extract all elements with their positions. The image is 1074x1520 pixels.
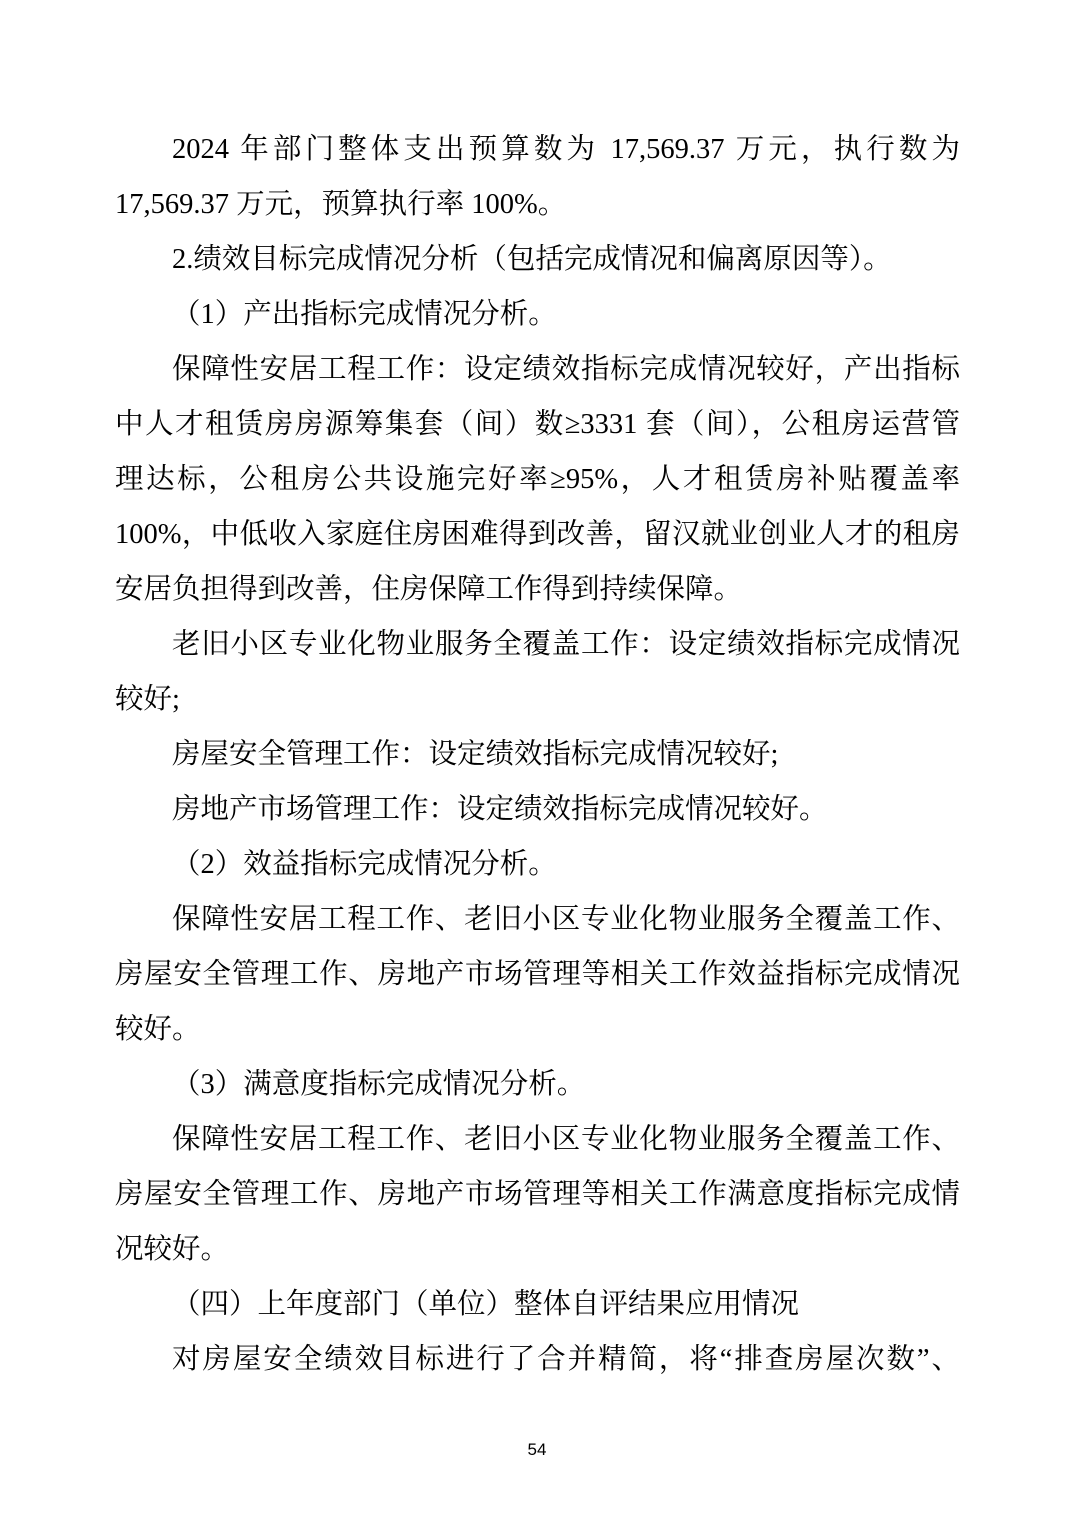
- text-line: 较好。: [115, 1014, 201, 1045]
- text-line: 中人才租赁房房源筹集套（间）数≥3331 套（间），公租房运营管: [115, 409, 960, 440]
- text-line: 2024 年部门整体支出预算数为 17,569.37 万元，执行数为: [172, 134, 960, 165]
- text-line: 保障性安居工程工作、老旧小区专业化物业服务全覆盖工作、: [172, 1124, 960, 1155]
- text-line: 理达标，公租房公共设施完好率≥95%，人才租赁房补贴覆盖率: [115, 464, 960, 495]
- document-body: [115, 122, 960, 1387]
- text-line: （四）上年度部门（单位）整体自评结果应用情况: [172, 1289, 800, 1320]
- page-footer: [0, 1440, 1074, 1460]
- text-line: 房屋安全管理工作、房地产市场管理等相关工作效益指标完成情况: [115, 959, 960, 990]
- text-line: 保障性安居工程工作：设定绩效指标完成情况较好，产出指标: [172, 354, 960, 385]
- text-line: 房地产市场管理工作：设定绩效指标完成情况较好。: [172, 794, 828, 825]
- text-line: 较好;: [115, 684, 180, 715]
- text-line: 17,569.37 万元，预算执行率 100%。: [115, 189, 567, 220]
- text-line: 100%，中低收入家庭住房困难得到改善，留汉就业创业人才的租房: [115, 519, 960, 550]
- text-line: 老旧小区专业化物业服务全覆盖工作：设定绩效指标完成情况: [172, 629, 960, 660]
- text-line: 房屋安全管理工作、房地产市场管理等相关工作满意度指标完成情: [115, 1179, 960, 1210]
- text-line: （2）效益指标完成情况分析。: [172, 849, 557, 880]
- page-number: 54: [527, 1440, 547, 1459]
- text-line: 2.绩效目标完成情况分析（包括完成情况和偏离原因等）。: [172, 244, 892, 275]
- text-line: 安居负担得到改善，住房保障工作得到持续保障。: [115, 574, 743, 605]
- text-line: 对房屋安全绩效目标进行了合并精简，将“排查房屋次数”、: [172, 1344, 960, 1375]
- text-line: 房屋安全管理工作：设定绩效指标完成情况较好;: [172, 739, 779, 770]
- text-line: （3）满意度指标完成情况分析。: [172, 1069, 586, 1100]
- text-line: 况较好。: [115, 1234, 230, 1265]
- text-line: （1）产出指标完成情况分析。: [172, 299, 557, 330]
- text-line: 保障性安居工程工作、老旧小区专业化物业服务全覆盖工作、: [172, 904, 960, 935]
